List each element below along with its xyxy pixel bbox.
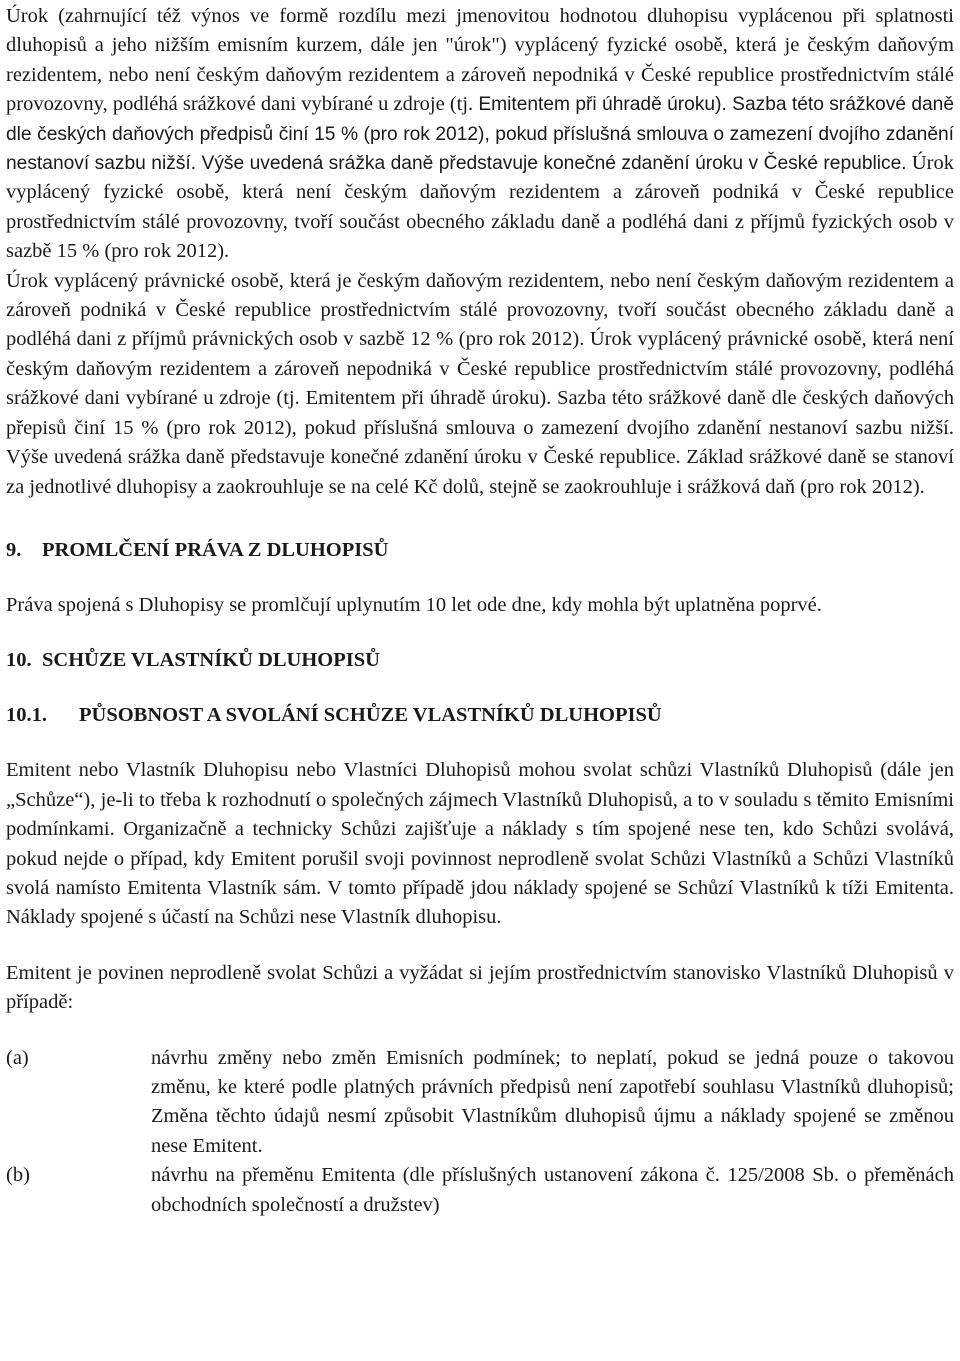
list-marker: (b): [6, 1164, 30, 1187]
interest-tax-legal-entities-paragraph: Úrok vyplácený právnické osobě, která je českým daňovým rezidentem, nebo není českým daňovým rezidentem a zároveň podniká v České republice prostřednictvím stálé provozovny, tvoří součást obecného základu daně a podléhá dani z příjmů právnických osob v sazbě 12 % (pro rok 2012). Úrok vyplácený právnické osobě, která není českým daňovým rezidentem a zároveň nepodniká v České republice prostřednictvím stálé provozovny, podléhá srážkové dani vybírané u zdroje (tj. Emitentem při úhradě úroku). Sazba této srážkové daně dle českých daňových přepisů činí 15 % (pro rok 2012), pokud příslušná smlouva o zamezení dvojího zdanění nestanoví sazbu nižší. Výše uvedená srážka daně představuje konečné zdanění úroku v České republice. Základ srážkové daně se stanoví za jednotlivé dluhopisy a zaokrouhluje se na celé Kč dolů, stejně se zaokrouhluje i srážková daň (pro rok 2012).: [6, 269, 954, 498]
list-item: [6, 1044, 954, 1162]
section-10-1-heading: [6, 701, 954, 730]
interest-tax-individuals-paragraph: [6, 2, 954, 267]
subsection-number: 10.1.: [6, 704, 47, 727]
section-title: PROMLČENÍ PRÁVA Z DLUHOPISŮ: [42, 538, 389, 561]
paragraph-text-sans: Emitentem při úhradě úroku). Sazba této srážkové daně dle českých daňových předpisů činí 15 % (pro rok 2012), pokud příslušná smlouva o zamezení dvojího zdanění nestanoví sazbu nižší. Výše uvedená srážka daně představuje konečné zdanění úroku v České republice.: [6, 94, 955, 175]
paragraph-text-serif: Úrok (zahrnující též výnos ve formě rozdílu mezi jmenovitou hodnotou dluhopisu vyplácenou při splatnosti dluhopisů a jeho nižším emisním kurzem, dále jen "úrok") vyplácený fyzické osobě, která je českým daňovým rezidentem, nebo není českým daňovým rezidentem a zároveň nepodniká v České republice prostřednictvím stálé provozovny, podléhá srážkové dani vybírané u zdroje (tj.: [6, 5, 954, 116]
paragraph-text-serif: Úrok vyplácený fyzické osobě, která není českým daňovým rezidentem a zároveň podniká v České republice prostřednictvím stálé provozovny, tvoří součást obecného základu daně a podléhá dani z příjmů fyzických osob v sazbě 15 % (pro rok 2012).: [6, 152, 955, 263]
mandatory-meeting-paragraph: Emitent je povinen neprodleně svolat Schůzi a vyžádat si jejím prostřednictvím stanovisko Vlastníků Dluhopisů v případě:: [6, 961, 954, 1014]
section-10-heading: [6, 646, 954, 675]
subsection-title: PŮSOBNOST A SVOLÁNÍ SCHŮZE VLASTNÍKŮ DLUHOPISŮ: [79, 704, 662, 727]
list-marker: (a): [6, 1046, 29, 1069]
section-title: SCHŮZE VLASTNÍKŮ DLUHOPISŮ: [42, 649, 380, 672]
section-9-heading: [6, 536, 954, 565]
list-item-text: návrhu změny nebo změn Emisních podmínek; to neplatí, pokud se jedná pouze o takovou změnu, ke které podle platných právních předpisů není zapotřebí souhlasu Vlastníků dluhopisů; Změna těchto údajů nesmí způsobit Vlastníkům dluhopisů újmu a náklady spojené se změnou nese Emitent.: [151, 1046, 954, 1157]
mandatory-meeting-list: [6, 1044, 954, 1220]
section-9-text: Práva spojená s Dluhopisy se promlčují uplynutím 10 let ode dne, kdy mohla být uplatněna poprvé.: [6, 593, 822, 616]
meeting-convening-paragraph: Emitent nebo Vlastník Dluhopisu nebo Vlastníci Dluhopisů mohou svolat schůzi Vlastníků Dluhopisů (dále jen „Schůze“), je-li to třeba k rozhodnutí o společných zájmech Vlastníků Dluhopisů, a to v souladu s těmito Emisními podmínkami. Organizačně a technicky Schůzi zajišťuje a náklady s tím spojené nese ten, kdo Schůzi svolává, pokud nejde o případ, kdy Emitent porušil svoji povinnost neprodleně svolat Schůzi Vlastníků a Schůzi Vlastníků svolá namísto Emitenta Vlastník sám. V tomto případě jdou náklady spojené se Schůzí Vlastníků k tíži Emitenta. Náklady spojené s účastí na Schůzi nese Vlastník dluhopisu.: [6, 759, 954, 929]
list-item: [6, 1161, 954, 1220]
document-page: [0, 2, 960, 1361]
section-number: 10.: [6, 649, 32, 672]
list-item-text: návrhu na přeměnu Emitenta (dle příslušných ustanovení zákona č. 125/2008 Sb. o přeměnách obchodních společností a družstev): [151, 1164, 954, 1216]
section-number: 9.: [6, 538, 22, 561]
